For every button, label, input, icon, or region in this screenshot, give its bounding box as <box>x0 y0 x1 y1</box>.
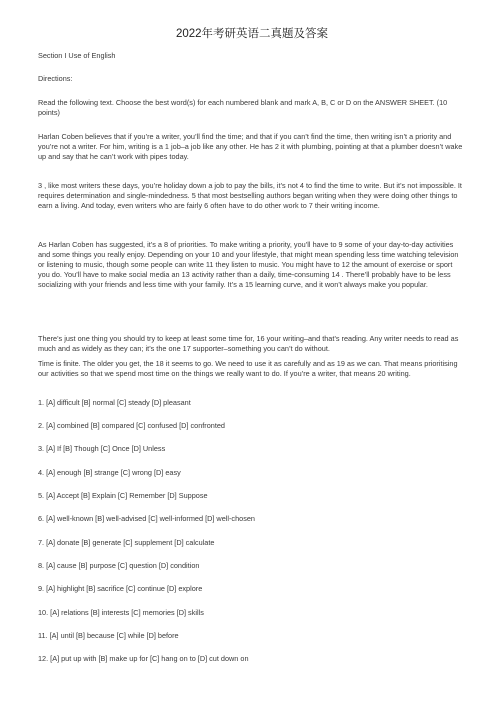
question-options: 10. [A] relations [B] interests [C] memories [D] skills <box>38 608 204 617</box>
directions-label: Directions: <box>38 74 73 83</box>
directions-text: Read the following text. Choose the best word(s) for each numbered blank and mark A, B, C or D on the ANSWER SHEET. (10 points) <box>38 98 448 117</box>
question-options: 1. [A] difficult [B] normal [C] steady [D] pleasant <box>38 398 191 407</box>
paragraph: Time is finite. The older you get, the 18 it seems to go. We need to use it as carefully and as 19 as we can. That means prioritising our activities so that we spend most time on the things we really want to do. If you’re a writer, that means 20 writing. <box>38 359 458 378</box>
paragraph: 3 , like most writers these days, you’re holiday down a job to pay the bills, it’s not 4 to find the time to write. But it’s not impossible. It requires determination and single-mindedness. 5 that most bestselling authors began writing when they were doing other things to earn a living. And today, even writers who are fairly 6 often have to do other work to 7 their writing income. <box>38 181 462 210</box>
paragraph: Harlan Coben believes that if you’re a writer, you’ll find the time; and that if you can’t find the time, then writing isn’t a priority and you’re not a writer. For him, writing is a 1 job–a job like any other. He has 2 it with plumbing, pointing at that a plumber doesn’t wake up and say that he can’t work with pipes today. <box>38 132 463 161</box>
document-title: 2022年考研英语二真题及答案 <box>175 28 329 40</box>
question-options: 8. [A] cause [B] purpose [C] question [D] condition <box>38 561 200 570</box>
question-options: 5. [A] Accept [B] Explain [C] Remember [D] Suppose <box>38 491 208 500</box>
paragraph: There’s just one thing you should try to keep at least some time for, 16 your writing–and that’s reading. Any writer needs to read as much and as widely as they can; it’s the one 17 supporter–something you can’t do without. <box>38 334 459 353</box>
question-options: 11. [A] until [B] because [C] while [D] before <box>38 631 179 640</box>
question-options: 6. [A] well-known [B] well-advised [C] well-informed [D] well-chosen <box>38 514 255 523</box>
paragraph: As Harlan Coben has suggested, it’s a 8 of priorities. To make writing a priority, you’ll have to 9 some of your day-to-day activities and some things you really enjoy. Depending on your 10 and your lifestyle, that might mean spending less time watching television or listening to music, though some people can write 11 they listen to music. You might have to 12 the amount of exercise or sport you do. You’ll have to make social media an 13 activity rather than a daily, time-consuming 14 . There’ll probably have to be less socializing with your friends and less time with your family. It’s a 15 learning curve, and it won’t always make you popular. <box>38 240 459 289</box>
section-heading: Section I Use of English <box>38 51 116 60</box>
question-options: 2. [A] combined [B] compared [C] confused [D] confronted <box>38 421 225 430</box>
question-options: 9. [A] highlight [B] sacrifice [C] continue [D] explore <box>38 584 203 593</box>
question-options: 7. [A] donate [B] generate [C] supplement [D] calculate <box>38 538 215 547</box>
question-options: 4. [A] enough [B] strange [C] wrong [D] easy <box>38 468 181 477</box>
question-options: 12. [A] put up with [B] make up for [C] hang on to [D] cut down on <box>38 654 249 663</box>
question-options: 3. [A] If [B] Though [C] Once [D] Unless <box>38 444 166 453</box>
